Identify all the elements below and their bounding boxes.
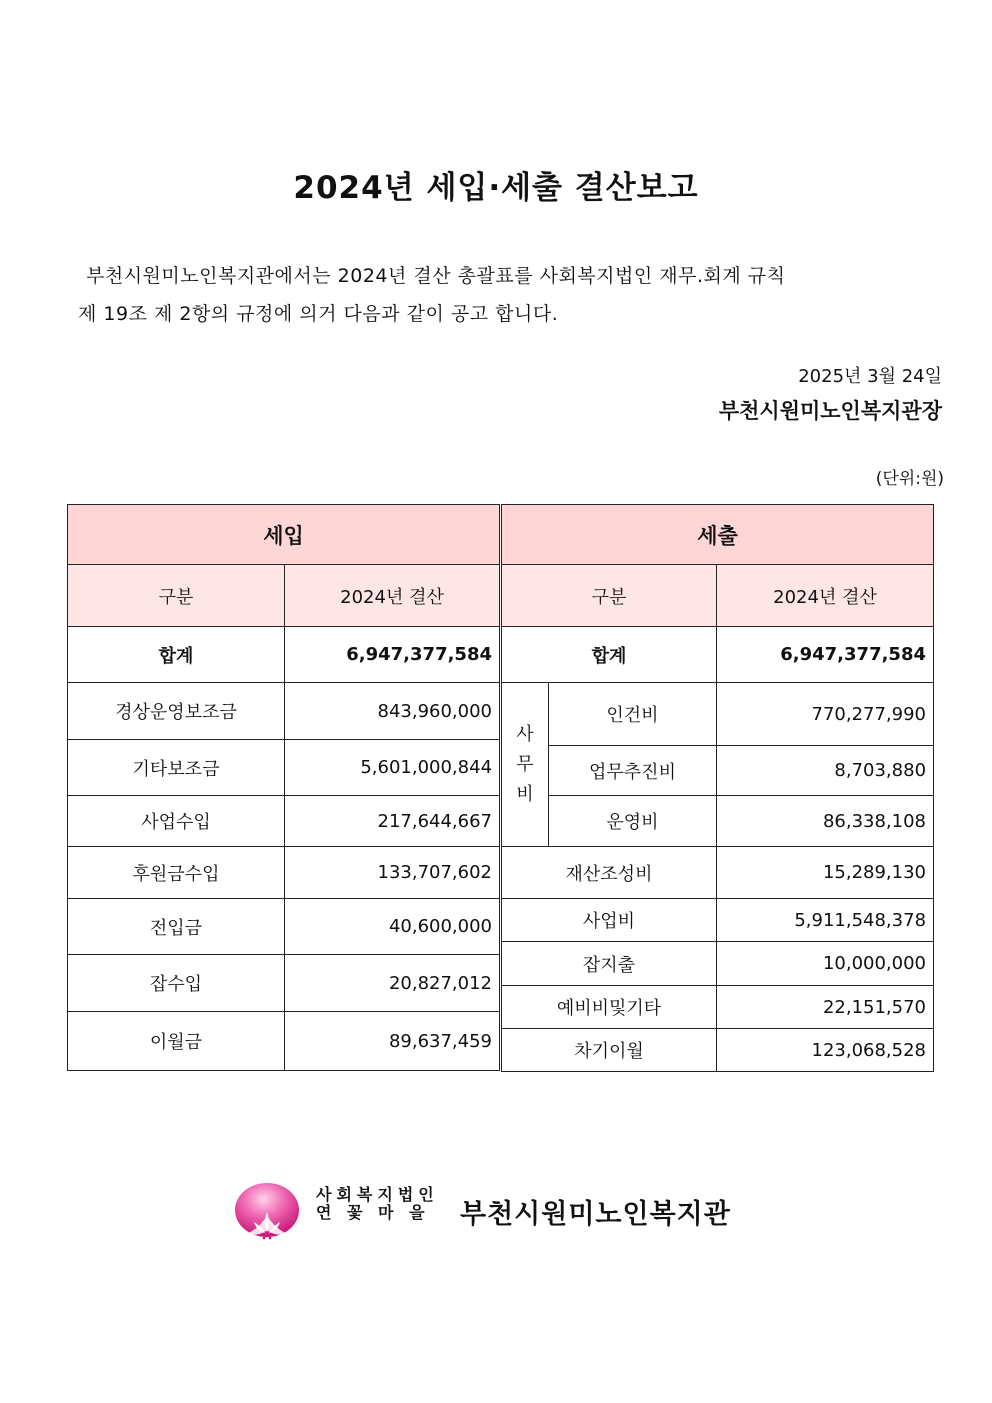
logo-line-top: 사회복지법인 [316,1185,439,1204]
table-row [68,740,500,796]
table-row [502,847,934,899]
revenue-row-label: 이월금 [68,1012,285,1071]
expense-total-label: 합계 [502,627,717,683]
expense-row-label: 운영비 [549,796,717,847]
expense-col-category: 구분 [502,565,717,627]
table-row [502,746,934,796]
revenue-total-value: 6,947,377,584 [285,627,500,683]
expense-row-label: 업무추진비 [549,746,717,796]
expense-row-value: 10,000,000 [717,942,934,986]
table-row [68,899,500,955]
intro-paragraph [78,257,938,333]
expense-row-value: 22,151,570 [717,986,934,1029]
office-expense-group-text: 사 무 비 [516,723,534,805]
table-row [502,986,934,1029]
expense-col-amount: 2024년 결산 [717,565,934,627]
revenue-row-value: 217,644,667 [285,796,500,847]
revenue-header: 세입 [68,505,500,565]
office-expense-group-label [502,683,549,847]
page-title: 2024년 세입·세출 결산보고 [293,170,699,206]
revenue-row-label: 잡수입 [68,955,285,1012]
revenue-row-label: 전입금 [68,899,285,955]
expense-total-value: 6,947,377,584 [717,627,934,683]
intro-line-2: 제 19조 제 2항의 규정에 의거 다음과 같이 공고 합니다. [78,303,559,325]
revenue-row-value: 89,637,459 [285,1012,500,1071]
revenue-table [67,504,500,1071]
table-row [502,796,934,847]
expense-row-label: 차기이월 [502,1029,717,1072]
expense-row-value: 8,703,880 [717,746,934,796]
expense-row-value: 123,068,528 [717,1029,934,1072]
report-date: 2025년 3월 24일 [798,366,942,387]
revenue-row-label: 사업수입 [68,796,285,847]
expense-row-value: 15,289,130 [717,847,934,899]
logo-line-bottom: 연 꽃 마 을 [316,1203,430,1222]
table-row [68,1012,500,1071]
revenue-row-label: 기타보조금 [68,740,285,796]
table-row [502,1029,934,1072]
expense-row-label: 잡지출 [502,942,717,986]
revenue-row-value: 20,827,012 [285,955,500,1012]
expense-table [501,504,934,1072]
revenue-row-label: 후원금수입 [68,847,285,899]
expense-row-value: 5,911,548,378 [717,899,934,942]
revenue-row-label: 경상운영보조금 [68,683,285,740]
logo-subtitle [316,1186,439,1222]
revenue-row-value: 5,601,000,844 [285,740,500,796]
intro-line-1: 부천시원미노인복지관에서는 2024년 결산 총괄표를 사회복지법인 재무.회계 규칙 [86,265,786,287]
table-row [68,955,500,1012]
lotus-emblem-icon [234,1182,300,1242]
revenue-row-value: 40,600,000 [285,899,500,955]
expense-row-label: 재산조성비 [502,847,717,899]
table-row [68,796,500,847]
logo-organization-name: 부천시원미노인복지관 [460,1199,731,1230]
revenue-col-amount: 2024년 결산 [285,565,500,627]
revenue-row-value: 133,707,602 [285,847,500,899]
revenue-row-value: 843,960,000 [285,683,500,740]
expense-row-label: 예비비및기타 [502,986,717,1029]
expense-row-value: 770,277,990 [717,683,934,746]
table-row [502,942,934,986]
table-row [502,899,934,942]
issuer-name: 부천시원미노인복지관장 [718,399,942,423]
organization-logo [234,1182,754,1246]
revenue-total-label: 합계 [68,627,285,683]
expense-row-label: 사업비 [502,899,717,942]
table-row [502,683,934,746]
unit-label: (단위:원) [875,469,944,489]
expense-header: 세출 [502,505,934,565]
expense-row-value: 86,338,108 [717,796,934,847]
table-row [68,683,500,740]
table-row [68,847,500,899]
expense-row-label: 인건비 [549,683,717,746]
revenue-col-category: 구분 [68,565,285,627]
